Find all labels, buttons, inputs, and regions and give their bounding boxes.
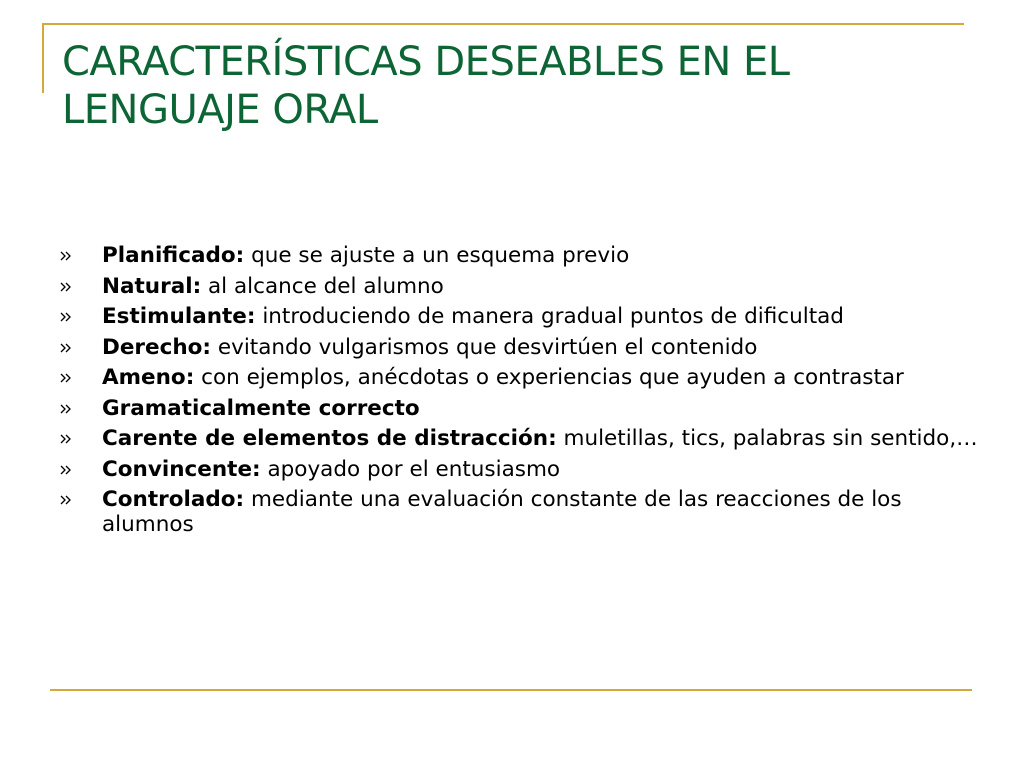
double-chevron-right-icon bbox=[60, 434, 72, 444]
bullet-item bbox=[60, 365, 980, 390]
bullet-term: Carente de elementos de distracción: bbox=[102, 426, 557, 451]
bullet-term: Ameno: bbox=[102, 365, 195, 390]
title-line-1: CARACTERÍSTICAS DESEABLES EN EL bbox=[62, 39, 790, 85]
double-chevron-right-icon bbox=[60, 343, 72, 353]
bullet-term: Controlado: bbox=[102, 487, 245, 512]
bullet-item bbox=[60, 457, 980, 482]
bullet-item bbox=[60, 426, 980, 451]
bullet-item bbox=[60, 487, 980, 537]
bullet-term: Natural: bbox=[102, 273, 202, 299]
double-chevron-right-icon bbox=[60, 465, 72, 475]
double-chevron-right-icon bbox=[60, 312, 72, 322]
bullet-term: Planificado: bbox=[102, 243, 245, 268]
bullet-term: Derecho: bbox=[102, 334, 212, 360]
bullet-term: Convincente: bbox=[102, 456, 261, 482]
double-chevron-right-icon bbox=[60, 251, 72, 261]
slide-title bbox=[62, 38, 962, 134]
bullet-description: con ejemplos, anécdotas o experiencias que ayuden a contrastar bbox=[194, 365, 904, 390]
bullet-term: Gramaticalmente correcto bbox=[102, 395, 420, 421]
left-border-line bbox=[42, 23, 44, 93]
bullet-description: que se ajuste a un esquema previo bbox=[244, 243, 630, 268]
bottom-border-line bbox=[50, 689, 972, 691]
bullet-description: introduciendo de manera gradual puntos de dificultad bbox=[255, 304, 844, 329]
bullet-term: Estimulante: bbox=[102, 304, 256, 329]
double-chevron-right-icon bbox=[60, 282, 72, 292]
bullet-item bbox=[60, 396, 980, 421]
bullet-item bbox=[60, 304, 980, 329]
double-chevron-right-icon bbox=[60, 373, 72, 383]
double-chevron-right-icon bbox=[60, 404, 72, 414]
bullet-list bbox=[60, 243, 980, 543]
bullet-description: apoyado por el entusiasmo bbox=[260, 456, 561, 482]
double-chevron-right-icon bbox=[60, 495, 72, 505]
bullet-description: al alcance del alumno bbox=[201, 273, 444, 299]
bullet-item bbox=[60, 243, 980, 268]
title-line-2: LENGUAJE ORAL bbox=[62, 87, 378, 133]
bullet-item bbox=[60, 335, 980, 360]
bullet-description: mediante una evaluación constante de las reacciones de los alumnos bbox=[102, 487, 902, 537]
bullet-description: muletillas, tics, palabras sin sentido,… bbox=[556, 426, 978, 451]
bullet-item bbox=[60, 274, 980, 299]
top-border-line bbox=[42, 23, 964, 25]
bullet-description: evitando vulgarismos que desvirtúen el contenido bbox=[211, 334, 758, 360]
